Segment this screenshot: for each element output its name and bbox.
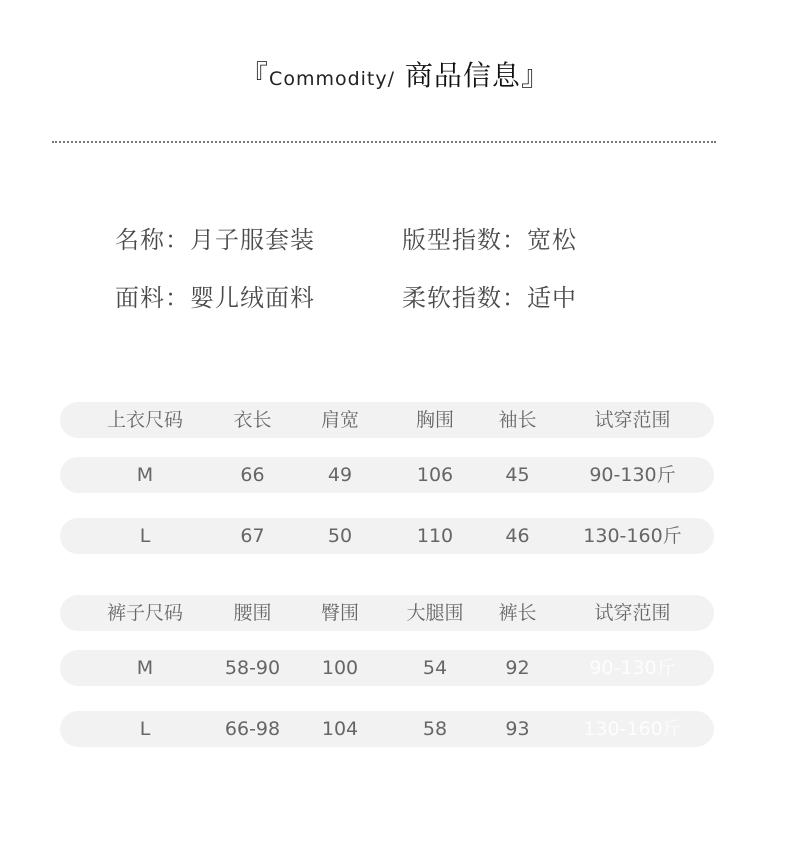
table-cell: 92 (505, 657, 530, 679)
title-english: Commodity/ (269, 68, 396, 90)
table-header-cell: 裤子尺码 (106, 602, 183, 624)
title-chinese: 商品信息 (404, 59, 521, 92)
info-fabric: 面料：婴儿绒面料 (115, 284, 315, 312)
table-header-cell: 腰围 (233, 602, 272, 624)
table-row (60, 650, 714, 686)
bracket-open: 『 (240, 59, 270, 92)
table-cell: 130-160斤 (583, 525, 682, 547)
table-cell: M (136, 657, 154, 679)
top-table-header-row (60, 402, 714, 438)
table-cell: 104 (321, 718, 359, 740)
table-cell: 49 (327, 464, 353, 486)
table-cell: L (139, 718, 151, 740)
table-cell: M (136, 464, 154, 486)
table-cell: 110 (416, 525, 454, 547)
table-cell: 58-90 (224, 657, 281, 679)
dotted-divider (52, 141, 716, 143)
table-header-cell: 衣长 (233, 409, 272, 431)
table-row (60, 711, 714, 747)
table-header-cell: 试穿范围 (594, 409, 671, 431)
info-name: 名称：月子服套装 (115, 226, 315, 254)
table-cell: 67 (240, 525, 265, 547)
bracket-close: 』 (520, 59, 550, 92)
table-cell: 46 (505, 525, 530, 547)
info-fit: 版型指数：宽松 (402, 226, 577, 254)
table-header-cell: 袖长 (498, 409, 537, 431)
table-header-cell: 肩宽 (320, 409, 359, 431)
info-softness: 柔软指数：适中 (402, 284, 577, 312)
table-cell: 58 (422, 718, 448, 740)
table-cell: 45 (505, 464, 530, 486)
table-row (60, 518, 714, 554)
table-cell: 130-160斤 (583, 718, 682, 740)
table-cell: L (139, 525, 151, 547)
page-title (0, 54, 790, 94)
table-cell: 100 (321, 657, 359, 679)
table-header-cell: 试穿范围 (594, 602, 671, 624)
table-cell: 90-130斤 (589, 657, 676, 679)
table-cell: 90-130斤 (589, 464, 676, 486)
table-cell: 66-98 (224, 718, 281, 740)
table-cell: 106 (416, 464, 454, 486)
table-cell: 54 (422, 657, 448, 679)
table-cell: 93 (505, 718, 530, 740)
table-header-cell: 裤长 (498, 602, 537, 624)
table-header-cell: 上衣尺码 (106, 409, 183, 431)
pants-table-header-row (60, 595, 714, 631)
table-header-cell: 臀围 (320, 602, 359, 624)
table-header-cell: 大腿围 (406, 602, 464, 624)
table-cell: 66 (240, 464, 265, 486)
table-row (60, 457, 714, 493)
table-cell: 50 (327, 525, 353, 547)
table-header-cell: 胸围 (415, 409, 454, 431)
